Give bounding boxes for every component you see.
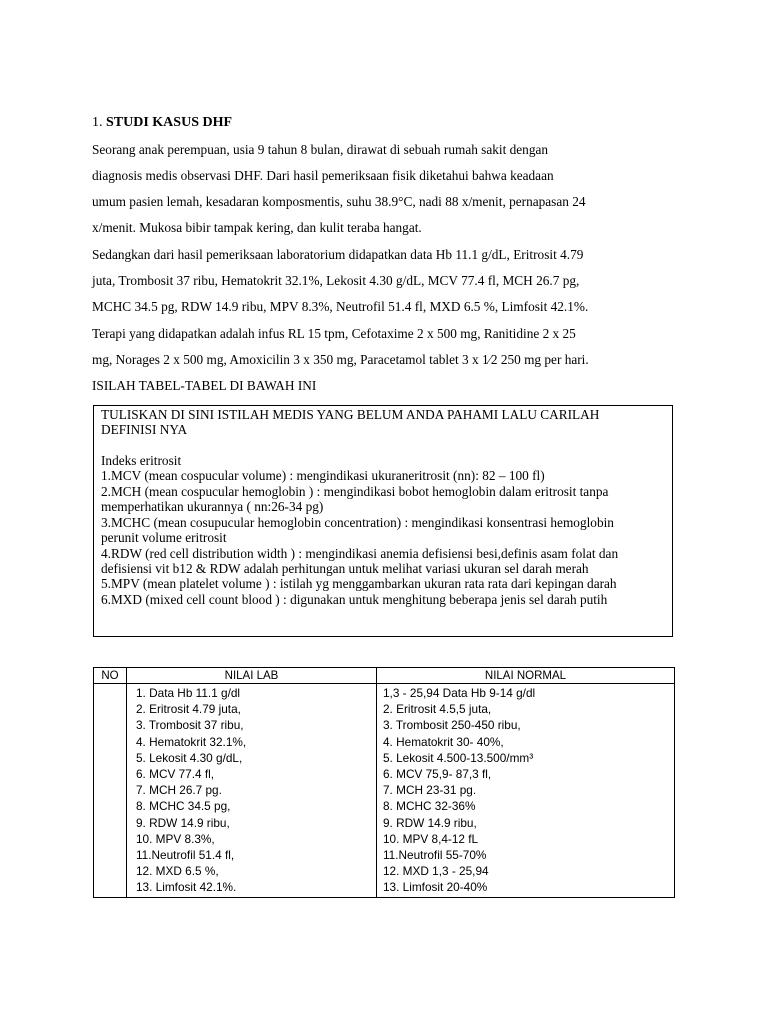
terms-line: 4.RDW (red cell distribution width ) : mengindikasi anemia defisiensi besi,definis asam folat dan xyxy=(101,546,619,561)
case-heading xyxy=(92,114,232,132)
lab-value-item: 10. MPV 8.3%, xyxy=(136,831,215,846)
lab-value-item: 4. Hematokrit 32.1%, xyxy=(136,734,247,749)
column-divider xyxy=(126,668,127,897)
case-text-line: juta, Trombosit 37 ribu, Hematokrit 32.1%, Lekosit 4.30 g/dL, MCV 77.4 fl, MCH 26.7 pg, xyxy=(92,273,580,288)
case-text-line: mg, Norages 2 x 500 mg, Amoxicilin 3 x 350 mg, Paracetamol tablet 3 x 1⁄2 250 mg per hari. xyxy=(92,352,589,367)
terms-line: 1.MCV (mean cospucular volume) : mengindikasi ukuraneritrosit (nn): 82 – 100 fl) xyxy=(101,468,545,483)
header-divider xyxy=(94,683,674,684)
case-title: STUDI KASUS DHF xyxy=(106,115,233,130)
normal-value-item: 7. MCH 23-31 pg. xyxy=(383,783,477,798)
header-lab-value: NILAI LAB xyxy=(224,670,279,682)
case-text-line: diagnosis medis observasi DHF. Dari hasil pemeriksaan fisik diketahui bahwa keadaan xyxy=(92,168,554,183)
terms-box-title: TULISKAN DI SINI ISTILAH MEDIS YANG BELUM ANDA PAHAMI LALU CARILAH xyxy=(101,407,600,422)
lab-value-item: 3. Trombosit 37 ribu, xyxy=(136,718,244,733)
lab-value-item: 8. MCHC 34.5 pg, xyxy=(136,799,231,814)
normal-value-item: 6. MCV 75,9- 87,3 fl, xyxy=(383,766,492,781)
case-text-line: Seorang anak perempuan, usia 9 tahun 8 bulan, dirawat di sebuah rumah sakit dengan xyxy=(92,142,549,157)
terms-line: 3.MCHC (mean cosupucular hemoglobin concentration) : mengindikasi konsentrasi hemoglobin xyxy=(101,515,614,530)
case-text-line: x/menit. Mukosa bibir tampak kering, dan kulit teraba hangat. xyxy=(92,220,422,235)
terms-box-title: DEFINISI NYA xyxy=(101,422,188,437)
normal-value-item: 13. Limfosit 20-40% xyxy=(383,880,488,895)
lab-value-item: 12. MXD 6.5 %, xyxy=(136,864,219,879)
lab-value-item: 11.Neutrofil 51.4 fl, xyxy=(136,847,235,862)
medical-terms-box xyxy=(93,405,673,637)
normal-value-item: 3. Trombosit 250-450 ribu, xyxy=(383,718,521,733)
lab-values-table xyxy=(93,667,675,898)
case-text-line: MCHC 34.5 pg, RDW 14.9 ribu, MPV 8.3%, Neutrofil 51.4 fl, MXD 6.5 %, Limfosit 42.1%. xyxy=(92,299,589,314)
lab-value-item: 2. Eritrosit 4.79 juta, xyxy=(136,702,241,717)
normal-value-item: 4. Hematokrit 30- 40%, xyxy=(383,734,504,749)
normal-value-item: 11.Neutrofil 55-70% xyxy=(383,847,487,862)
normal-value-item: 1,3 - 25,94 Data Hb 9-14 g/dl xyxy=(383,686,536,700)
instruction-heading: ISILAH TABEL-TABEL DI BAWAH INI xyxy=(92,378,317,393)
lab-value-item: 7. MCH 26.7 pg. xyxy=(136,783,222,798)
terms-line: Indeks eritrosit xyxy=(101,453,182,468)
lab-value-item: 9. RDW 14.9 ribu, xyxy=(136,815,230,830)
normal-value-item: 5. Lekosit 4.500-13.500/mm³ xyxy=(383,750,534,765)
terms-line: perunit volume eritrosit xyxy=(101,530,227,545)
case-text-line: umum pasien lemah, kesadaran komposmentis, suhu 38.9°C, nadi 88 x/menit, pernapasan 24 xyxy=(92,194,586,209)
normal-value-item: 12. MXD 1,3 - 25,94 xyxy=(383,864,489,879)
case-text-line: Terapi yang didapatkan adalah infus RL 15 tpm, Cefotaxime 2 x 500 mg, Ranitidine 2 x 25 xyxy=(92,326,576,341)
case-text-line: Sedangkan dari hasil pemeriksaan laboratorium didapatkan data Hb 11.1 g/dL, Eritrosit 4.79 xyxy=(92,247,584,262)
normal-value-list xyxy=(383,685,535,895)
lab-value-list xyxy=(136,685,246,895)
terms-line: memperhatikan ukurannya ( nn:26-34 pg) xyxy=(101,499,324,514)
header-no: NO xyxy=(101,670,119,682)
terms-line: 6.MXD (mixed cell count blood ) : digunakan untuk menghitung beberapa jenis sel darah putih xyxy=(101,592,608,607)
normal-value-item: 8. MCHC 32-36% xyxy=(383,799,476,814)
normal-value-item: 9. RDW 14.9 ribu, xyxy=(383,815,477,830)
column-divider xyxy=(376,668,377,897)
lab-value-item: 1. Data Hb 11.1 g/dl xyxy=(136,686,241,700)
case-number: 1. xyxy=(92,115,103,130)
lab-value-item: 5. Lekosit 4.30 g/dL, xyxy=(136,750,243,765)
terms-line: 2.MCH (mean cospucular hemoglobin ) : mengindikasi bobot hemoglobin dalam eritrosit tanpa xyxy=(101,484,609,499)
normal-value-item: 10. MPV 8,4-12 fL xyxy=(383,831,479,846)
lab-value-item: 13. Limfosit 42.1%. xyxy=(136,880,237,895)
terms-line: 5.MPV (mean platelet volume ) : istilah yg menggambarkan ukuran rata rata dari kepingan darah xyxy=(101,576,617,591)
terms-line: defisiensi vit b12 & RDW adalah perhitungan untuk melihat variasi ukuran sel darah merah xyxy=(101,561,589,576)
header-normal-value: NILAI NORMAL xyxy=(484,670,567,682)
normal-value-item: 2. Eritrosit 4.5,5 juta, xyxy=(383,702,492,717)
lab-value-item: 6. MCV 77.4 fl, xyxy=(136,766,215,781)
